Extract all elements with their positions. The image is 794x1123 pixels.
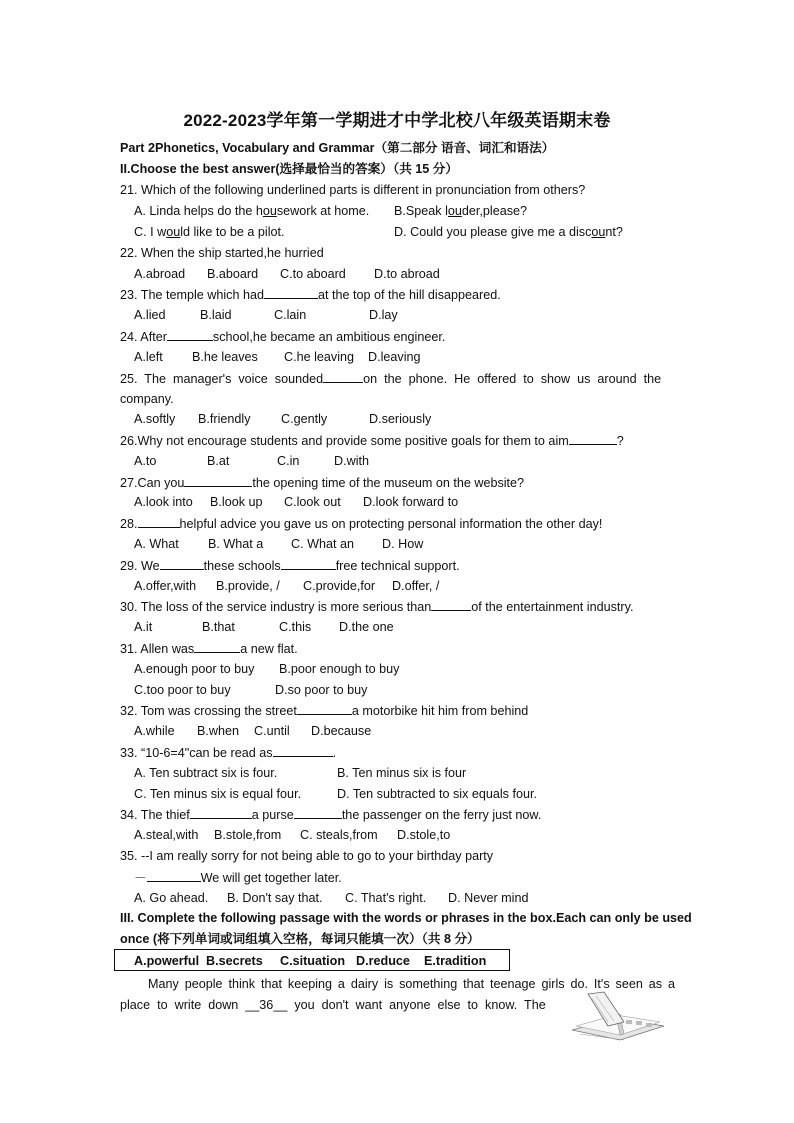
q29-options: A.offer,with B.provide, / C.provide,for D.offer, / <box>134 579 440 593</box>
q24-stem: 24. After school,he became an ambitious engineer. <box>120 330 446 344</box>
q28-stem: 28. helpful advice you gave us on protecting personal information the other day! <box>120 517 603 531</box>
q31-options-row2: C.too poor to buy D.so poor to buy <box>134 683 368 697</box>
q32-stem: 32. Tom was crossing the street a motorbike hit him from behind <box>120 704 529 718</box>
q23-stem: 23. The temple which had at the top of the hill disappeared. <box>120 288 501 302</box>
q25-stem-cont: company. <box>120 392 174 406</box>
q35-reply: － We will get together later. <box>134 871 342 885</box>
q21-stem: 21. Which of the following underlined parts is different in pronunciation from others? <box>120 183 586 197</box>
q21-option-b: B.Speak louder,please? <box>394 204 528 218</box>
q29-stem: 29. We these schools free technical support. <box>120 559 460 573</box>
q31-stem: 31. Allen was a new flat. <box>120 642 298 656</box>
q28-options: A. What B. What a C. What an D. How <box>134 537 424 551</box>
passage-line-1: Many people think that keeping a dairy is something that teenage girls do. It's seen as a <box>148 977 675 991</box>
q34-options: A.steal,with B.stole,from C. steals,from D.stole,to <box>134 828 451 842</box>
open-book-icon <box>568 990 668 1042</box>
q30-stem: 30. The loss of the service industry is more serious than of the entertainment industry. <box>120 600 634 614</box>
q22-stem: 22. When the ship started,he hurried <box>120 246 324 260</box>
q26-stem: 26.Why not encourage students and provide some positive goals for them to aim ? <box>120 434 624 448</box>
q26-options: A.to B.at C.in D.with <box>134 454 369 468</box>
exam-title: 2022-2023学年第一学期进才中学北校八年级英语期末卷 <box>183 111 611 130</box>
q21-option-c: C. I would like to be a pilot. <box>134 225 285 239</box>
q25-options: A.softly B.friendly C.gently D.seriously <box>134 412 432 426</box>
q24-options: A.left B.he leaves C.he leaving D.leaving <box>134 350 421 364</box>
q33-options-row2: C. Ten minus six is equal four. D. Ten subtracted to six equals four. <box>134 787 537 801</box>
q33-stem: 33. “10-6=4"can be read as . <box>120 746 337 760</box>
section3-heading-line1: III. Complete the following passage with the words or phrases in the box.Each can only be used <box>120 911 692 925</box>
book-shape <box>572 992 664 1040</box>
q32-options: A.while B.when C.until D.because <box>134 724 372 738</box>
q23-options: A.lied B.laid C.lain D.lay <box>134 308 398 322</box>
q34-stem: 34. The thief a purse the passenger on the ferry just now. <box>120 808 542 822</box>
q22-options: A.abroad B.aboard C.to aboard D.to abroad <box>134 267 440 281</box>
q35-stem: 35. --I am really sorry for not being able to go to your birthday party <box>120 849 494 863</box>
q25-stem: 25. The manager's voice sounded on the phone. He offered to show us around the <box>120 372 662 386</box>
q21-option-a: A. Linda helps do the housework at home. <box>134 204 370 218</box>
q33-options-row1: A. Ten subtract six is four. B. Ten minus six is four <box>134 766 467 780</box>
q30-options: A.it B.that C.this D.the one <box>134 620 394 634</box>
q27-options: A.look into B.look up C.look out D.look forward to <box>134 495 459 509</box>
section2-heading: II.Choose the best answer(选择最恰当的答案）（共 15 分） <box>120 162 458 176</box>
part2-heading: Part 2Phonetics, Vocabulary and Grammar（第二部分 语音、词汇和语法） <box>120 141 555 155</box>
word-box-items: A.powerful B.secrets C.situation D.reduce E.tradition <box>134 954 487 968</box>
passage-line-2: place to write down __36__ you don't want anyone else to know. The <box>120 998 546 1012</box>
q35-options: A. Go ahead. B. Don't say that. C. That's right. D. Never mind <box>134 891 529 905</box>
q27-stem: 27.Can you the opening time of the museum on the website? <box>120 476 525 490</box>
q21-option-d: D. Could you please give me a discount? <box>394 225 623 239</box>
section3-heading-line2: once (将下列单词或词组填入空格，每词只能填一次）（共 8 分） <box>120 932 480 946</box>
q31-options-row1: A.enough poor to buy B.poor enough to buy <box>134 662 400 676</box>
word-box <box>114 949 510 971</box>
